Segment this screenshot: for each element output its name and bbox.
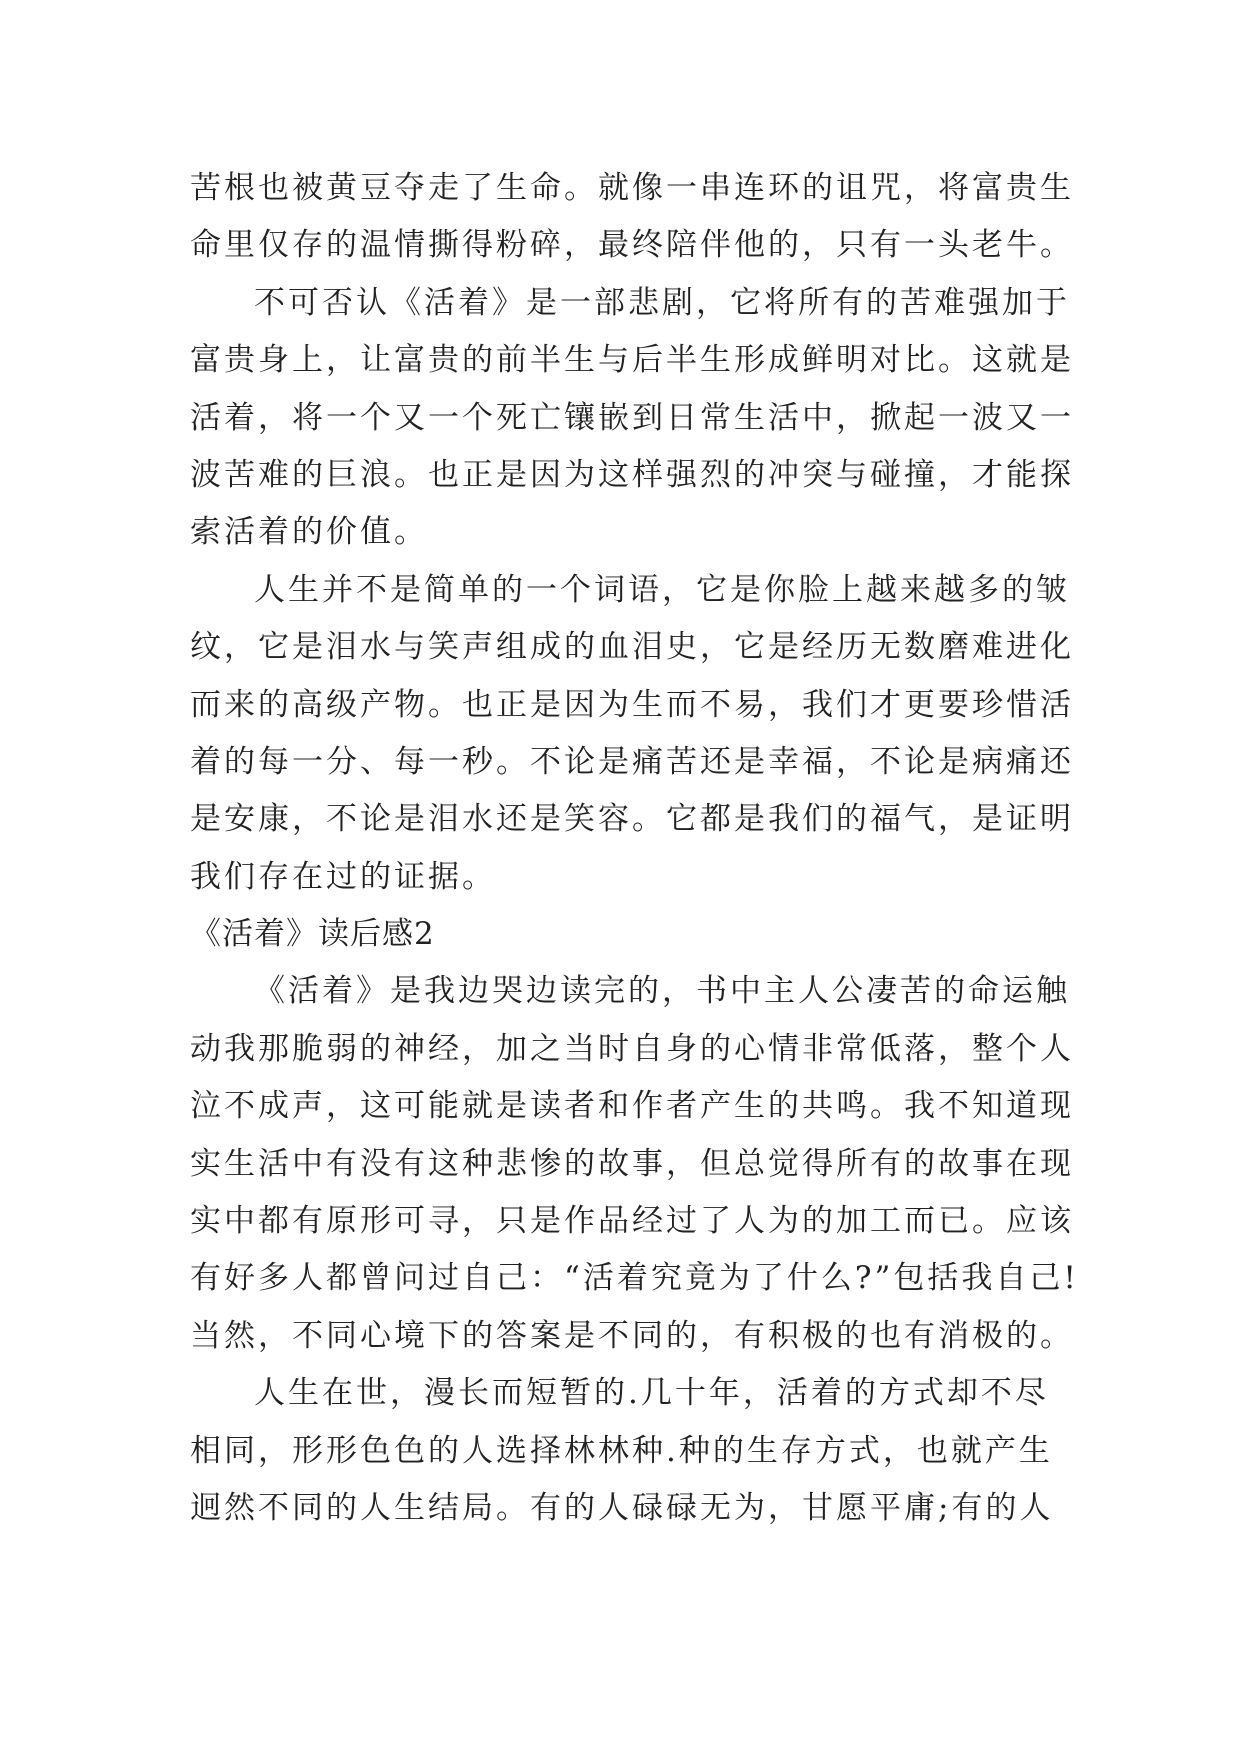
text-line: 纹，它是泪水与笑声组成的血泪史，它是经历无数磨难进化 <box>190 629 1074 666</box>
text-line: 而来的高级产物。也正是因为生而不易，我们才更要珍惜活 <box>190 686 1074 723</box>
document-body <box>190 160 1079 1537</box>
text-line: 活着，将一个又一个死亡镶嵌到日常生活中，掀起一波又一 <box>190 399 1074 436</box>
text-line: 索活着的价值。 <box>190 514 428 551</box>
paragraph-start-line: 人生在世，漫长而短暂的.几十年，活着的方式却不尽 <box>254 1375 1049 1412</box>
text-line: 实中都有原形可寻，只是作品经过了人为的加工而已。应该 <box>190 1203 1074 1240</box>
paragraph-start-line: 不可否认《活着》是一部悲剧，它将所有的苦难强加于 <box>254 284 1070 321</box>
text-line: 当然，不同心境下的答案是不同的，有积极的也有消极的。 <box>190 1317 1074 1354</box>
text-line: 有好多人都曾问过自己：“活着究竟为了什么?”包括我自己! <box>190 1260 1079 1297</box>
text-line: 相同，形形色色的人选择林林种.种的生存方式，也就产生 <box>190 1432 1053 1469</box>
paragraph-start-line: 《活着》是我边哭边读完的，书中主人公凄苦的命运触 <box>254 973 1070 1010</box>
paragraph-start-line: 人生并不是简单的一个词语，它是你脸上越来越多的皱 <box>254 571 1070 608</box>
text-line: 我们存在过的证据。 <box>190 858 496 895</box>
text-line: 着的每一分、每一秒。不论是痛苦还是幸福，不论是病痛还 <box>190 743 1074 780</box>
section-heading: 《活着》读后感2 <box>190 916 435 953</box>
text-line: 苦根也被黄豆夺走了生命。就像一串连环的诅咒，将富贵生 <box>190 170 1074 206</box>
text-line: 是安康，不论是泪水还是笑容。它都是我们的福气，是证明 <box>190 801 1074 838</box>
text-line: 波苦难的巨浪。也正是因为这样强烈的冲突与碰撞，才能探 <box>190 456 1074 493</box>
text-line: 命里仅存的温情撕得粉碎，最终陪伴他的，只有一头老牛。 <box>190 227 1074 264</box>
text-line: 实生活中有没有这种悲惨的故事，但总觉得所有的故事在现 <box>190 1145 1074 1182</box>
text-line: 泣不成声，这可能就是读者和作者产生的共鸣。我不知道现 <box>190 1088 1074 1125</box>
text-line: 迥然不同的人生结局。有的人碌碌无为，甘愿平庸;有的人 <box>190 1489 1054 1526</box>
text-line: 富贵身上，让富贵的前半生与后半生形成鲜明对比。这就是 <box>190 342 1074 379</box>
text-line: 动我那脆弱的神经，加之当时自身的心情非常低落，整个人 <box>190 1030 1074 1067</box>
